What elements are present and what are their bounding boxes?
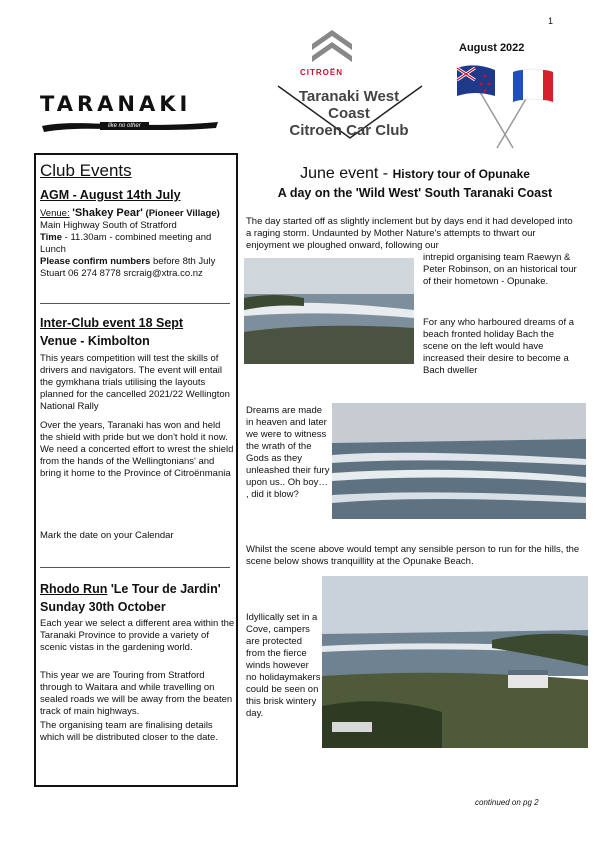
agm-confirm-text: before 8th July Stuart 06 274 8778 srcraig@xtra.co.nz: [40, 256, 216, 279]
interclub-paragraph-1: This years competition will test the skills of drivers and navigators. The event will entail the gymkhana trials utilising the layouts planned for the cancelled 2021/22 Wellington National Rally: [40, 353, 230, 412]
continued-note: continued on pg 2: [475, 798, 539, 807]
section-divider: [40, 567, 230, 568]
agm-confirm-label: Please confirm numbers: [40, 256, 151, 267]
whilst-paragraph: Whilst the scene above would tempt any sensible person to run for the hills, the scene below shows tranquillity at the Opunake Beach.: [246, 544, 580, 567]
taranaki-logo-word: TARANAKI: [40, 92, 192, 116]
issue-date: August 2022: [459, 42, 525, 54]
rhodo-paragraph-2: This year we are Touring from Stratford through to Waitara and while travelling on sealed roads we will be away from the beaten track of main highways.: [40, 670, 233, 717]
club-events-heading: Club Events: [40, 161, 132, 180]
rhodo-paragraph-3: The organising team are finalising details which will be distributed closer to the date.: [40, 720, 218, 743]
idyllic-paragraph: Idyllically set in a Cove, campers are protected from the fierce winds however no holidaymakers could be seen on this brisk wintery day.: [246, 612, 321, 719]
stormy-sea-photo: [332, 403, 586, 519]
agm-venue-address: Main Highway South of Stratford: [40, 220, 177, 231]
club-name: [278, 88, 420, 139]
agm-details: [40, 207, 236, 280]
france-flag-icon: [513, 69, 553, 102]
rhodo-paragraph-1: Each year we select a different area within the Taranaki Province to provide a variety of scenic vistas in the gardening world.: [40, 618, 235, 653]
rhodo-date: Sunday 30th October: [40, 600, 166, 614]
taranaki-logo: [40, 92, 220, 136]
dreams-paragraph: Dreams are made in heaven and later we were to witness the wrath of the Gods as they unleashed their fury upon us.. Oh boy… , did it blow?: [246, 405, 330, 500]
article-title-event: June event -: [300, 165, 393, 182]
agm-venue-name: 'Shakey Pear': [72, 207, 143, 219]
agm-heading: AGM - August 14th July: [40, 188, 181, 202]
interclub-paragraph-3: Mark the date on your Calendar: [40, 530, 174, 541]
interclub-paragraph-2: Over the years, Taranaki has won and held the shield with pride but we don't hold it now. We need a concerted effort to wrest the shield from the hands of the Wellingtonians' and bring it home to the Province of Citroënmania: [40, 420, 234, 479]
agm-venue-place: (Pioneer Village): [142, 208, 220, 219]
citroen-word: CITROËN: [300, 68, 343, 77]
club-name-line2: Citroen Car Club: [289, 122, 409, 139]
nz-flag-icon: [457, 65, 495, 96]
agm-time-label: Time: [40, 232, 63, 243]
crossed-flags-icon: [455, 60, 555, 150]
interclub-venue: Venue - Kimbolton: [40, 334, 150, 348]
article-title-topic: History tour of Opunake: [392, 167, 530, 181]
taranaki-tagline: like no other: [100, 122, 149, 130]
article-intro: The day started off as slightly inclement but by days end it had developed into a raging storm. Undaunted by Mother Nature's attempts to thwart our enjoyment we ploughed onward, following our: [246, 216, 573, 251]
agm-time-text: - 11.30am - combined meeting and Lunch: [40, 232, 212, 255]
bach-paragraph: For any who harboured dreams of a beach fronted holiday Bach the scene on the left would have increased their desire to become a Bach dweller: [423, 317, 575, 376]
section-divider: [40, 303, 230, 304]
citroen-chevrons-icon: [306, 22, 358, 66]
article-intro-continued: intrepid organising team Raewyn & Peter Robinson, on an historical tour of their hometown - Opunake.: [423, 252, 577, 287]
rhodo-heading: Rhodo Run 'Le Tour de Jardin': [40, 582, 221, 596]
club-name-line1: Taranaki West Coast: [298, 88, 400, 122]
interclub-heading: Inter-Club event 18 Sept: [40, 316, 184, 330]
opunake-beach-photo: [322, 576, 588, 748]
beach-bach-photo: [244, 258, 414, 364]
page-number: 1: [548, 16, 554, 26]
article-title: [250, 165, 580, 200]
article-subtitle: A day on the 'Wild West' South Taranaki Coast: [277, 186, 553, 200]
agm-venue-label: Venue:: [40, 208, 70, 219]
